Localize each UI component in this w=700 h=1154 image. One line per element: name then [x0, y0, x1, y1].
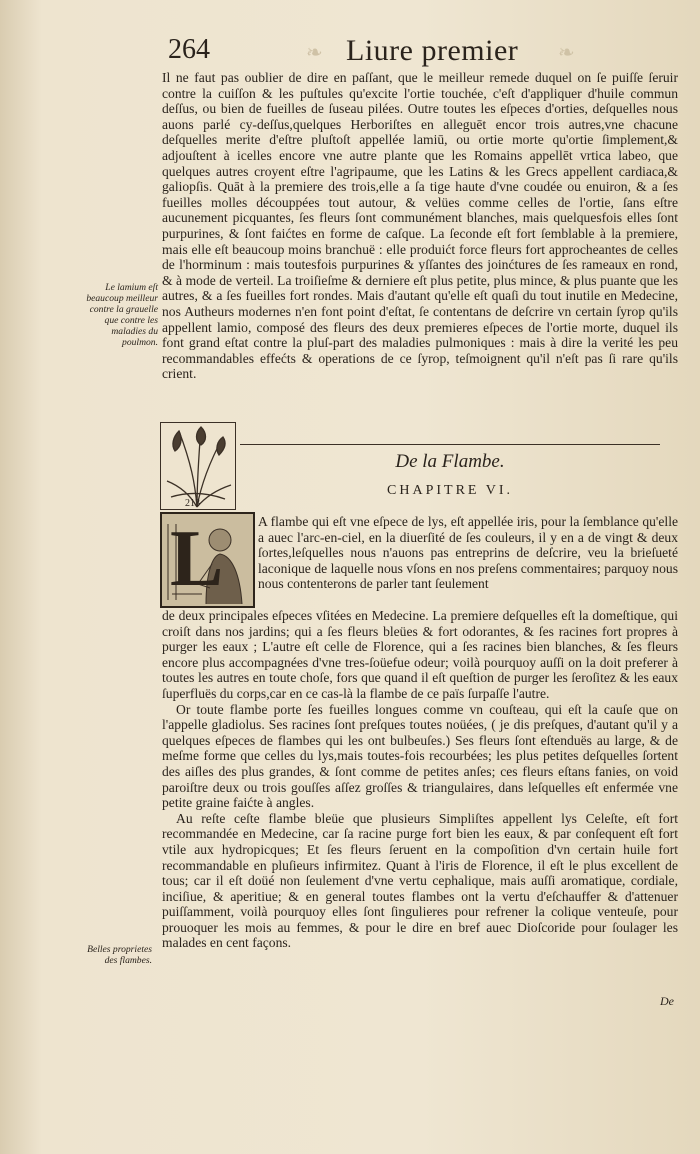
- chapter-title: De la Flambe.: [395, 451, 505, 472]
- chapter-intro-paragraph: [258, 514, 678, 592]
- chapter-heading: [240, 444, 660, 515]
- paragraph: A flambe qui eſt vne eſpece de lys, eſt appellée iris, pour la ſemblance qu'elle a auec l'arc-en-ciel, en la diuerſité de ſes couleurs, il y en a de vingt & deux ſortes,leſquelles nous n'auons pas entreprins de deſcrire, veu la brieſueté laconique de laquelle nous vſons en nos preſens commentaires; parquoy nous nous contenterons de parler tant ſeulement: [258, 514, 678, 592]
- decorated-initial: [160, 512, 255, 608]
- running-header: [168, 34, 668, 74]
- paragraph: Au reſte ceſte flambe bleüe que plusieurs Simpliſtes appellent lys Celeſte, eſt fort recommandée en Medecine, car ſa racine purge fort bien les eaux, & par conſequent eſt fort vtile aux hydropicques; Et ſes fleurs ſeruent en la compoſition d'vn certain huile fort recommandable en pluſieurs infirmitez. Quant à l'iris de Florence, il eſt le plus excellent de tous; car il eſt doüé non ſeulement d'vne vertu cephalique, mais auſſi aromatique, cordiale, inciſiue, & aperitiue; & en general toutes flambes ont la vertu d'eſchauffer & d'attenuer puiſſamment, voilà pourquoy elles ſont ſingulieres pour refrener la colique venteuſe, pour prouoquer les mois au femmes, & pour le dire en bref auec Dioſcoride pour ſoulager les malades en cent façons.: [162, 810, 678, 951]
- paragraph: de deux principales eſpeces vſitées en Medecine. La premiere deſquelles eſt la domeſtique, qui croiſt dans nos jardins; qui a ſes fleurs bleües & fort odorantes, & ſes racines fort propres à purger les eaux ; L'autre eſt celle de Florence, qui a ſes racines bien blanches, & ſes fleurs encore plus accompagnées d'vne tres-ſoüefue odeur; voilà pourquoy auſſi on la doit preferer à toutes les autres en toute choſe, fors que quand il eſt queſtion de purger les ſeroſitez & les eaux ſuperfluës du corps,car en ce cas-là la flambe de ce païs ſurpaſſe l'autre.: [162, 608, 678, 701]
- catchword: De: [660, 994, 674, 1008]
- iris-plant-icon: [161, 423, 234, 508]
- chapter-body: [162, 608, 678, 951]
- page-number: 264: [168, 34, 210, 65]
- paragraph: Or toute flambe porte ſes fueilles longues comme vn couſteau, qui eſt la cauſe que on l'appelle gladiolus. Ses racines ſont preſques toutes noüées, ( je dis preſques, d'autant qu'il y a quelques eſpeces de flambes qui les ont bulbeuſes.) Ses fleurs ſont eſtenduës au large, & de meſme forme que celles du lys,mais toutes-fois recourbées; les plus petites deſquelles ſortent des aiſles des plus grandes, & ſont comme de petites anſes; ces fleurs eſtans fanies, on void paroiſtre deux ou trois gouſſes aſſez groſſes & triangulaires, dans leſquelles eſt enfermée vne petite graine faićte à angles.: [162, 701, 678, 811]
- running-title: Liure premier: [346, 34, 519, 67]
- paragraph: Il ne faut pas oublier de dire en paſſant, que le meilleur remede duquel on ſe puiſſe ſeruir contre la cuiſſon & les puſtules qu'excite l'ortie touchée, c'eſt d'appliquer d'huile commun deſſus, ou bien de fueilles de ſuseau pilées. Outre toutes les eſpeces d'orties, deſquelles nous auons parlé cy-deſſus,quelques Herboriſtes en alleguēt encor trois autres,vne chacune deſquelles merite d'eſtre pluſtoſt appellée lamiū, ou ortie morte qu'ortie ſimplement,& adjouſtent à icelles encore vne autre plante que les Romains appellēt vrtica labeo, que quelques autres croyent eſtre l'agripaume, que les Latins & les Grecs appellent cardiaca,& galiopſis. Quāt à la premiere des trois,elle a ſa tige haute d'vne coudée ou enuiron, & a ſes fueilles molles découppées tout autour, & velües comme celles de l'ortie, ſans eſtre aucunement picquantes, ſes fleurs ſont communément blanches, mais quelquesfois elles ſont purpurines, & ſont faićtes en forme de caſque. La ſeconde eſt fort ſemblable à la premiere, mais elle eſt beaucoup moins branchuë : elle produićt force fleurs fort approcheantes de celles de l'horminum : mais toutesfois purpurines & yſſantes des joinćtures de ſes rameaux en rond, & à mode de verteil. La troiſieſme & derniere eſt plus petite, plus mince, & plus puante que les autres, & a ſes fueilles fort rondes. Mais d'autant qu'elle eſt quaſi du tout inutile en Medecine, nos Autheurs modernes n'en font point d'eſtat, ſe contentans de deſcrire vn certain ſyrop qu'ils appellent lamio, composé des fleurs des deux premieres eſpeces de l'ortie morte, duquel ils font grand eſtat contre la pluſ-part des maladies pulmoniques : mais à dire la verité les peu recommandables effećts & operations de ce ſyrop, teſmoignent qu'il n'eſt pas ſi rare qu'ils crient.: [162, 70, 678, 382]
- margin-note-flambes: Belles proprietes des flambes.: [87, 944, 152, 966]
- bleed-through-ornament: ❧: [558, 42, 575, 64]
- opening-paragraph: [162, 70, 678, 382]
- initial-letter: L: [170, 515, 224, 603]
- plant-woodcut: [160, 422, 236, 510]
- chapter-number: CHAPITRE VI.: [387, 483, 513, 498]
- figure-number: 213: [185, 498, 200, 509]
- bleed-through-ornament: ❧: [306, 42, 323, 64]
- margin-note-lamium: Le lamium eſt beaucoup meilleur contre la grauelle que contre les maladies du poulmon.: [86, 282, 158, 348]
